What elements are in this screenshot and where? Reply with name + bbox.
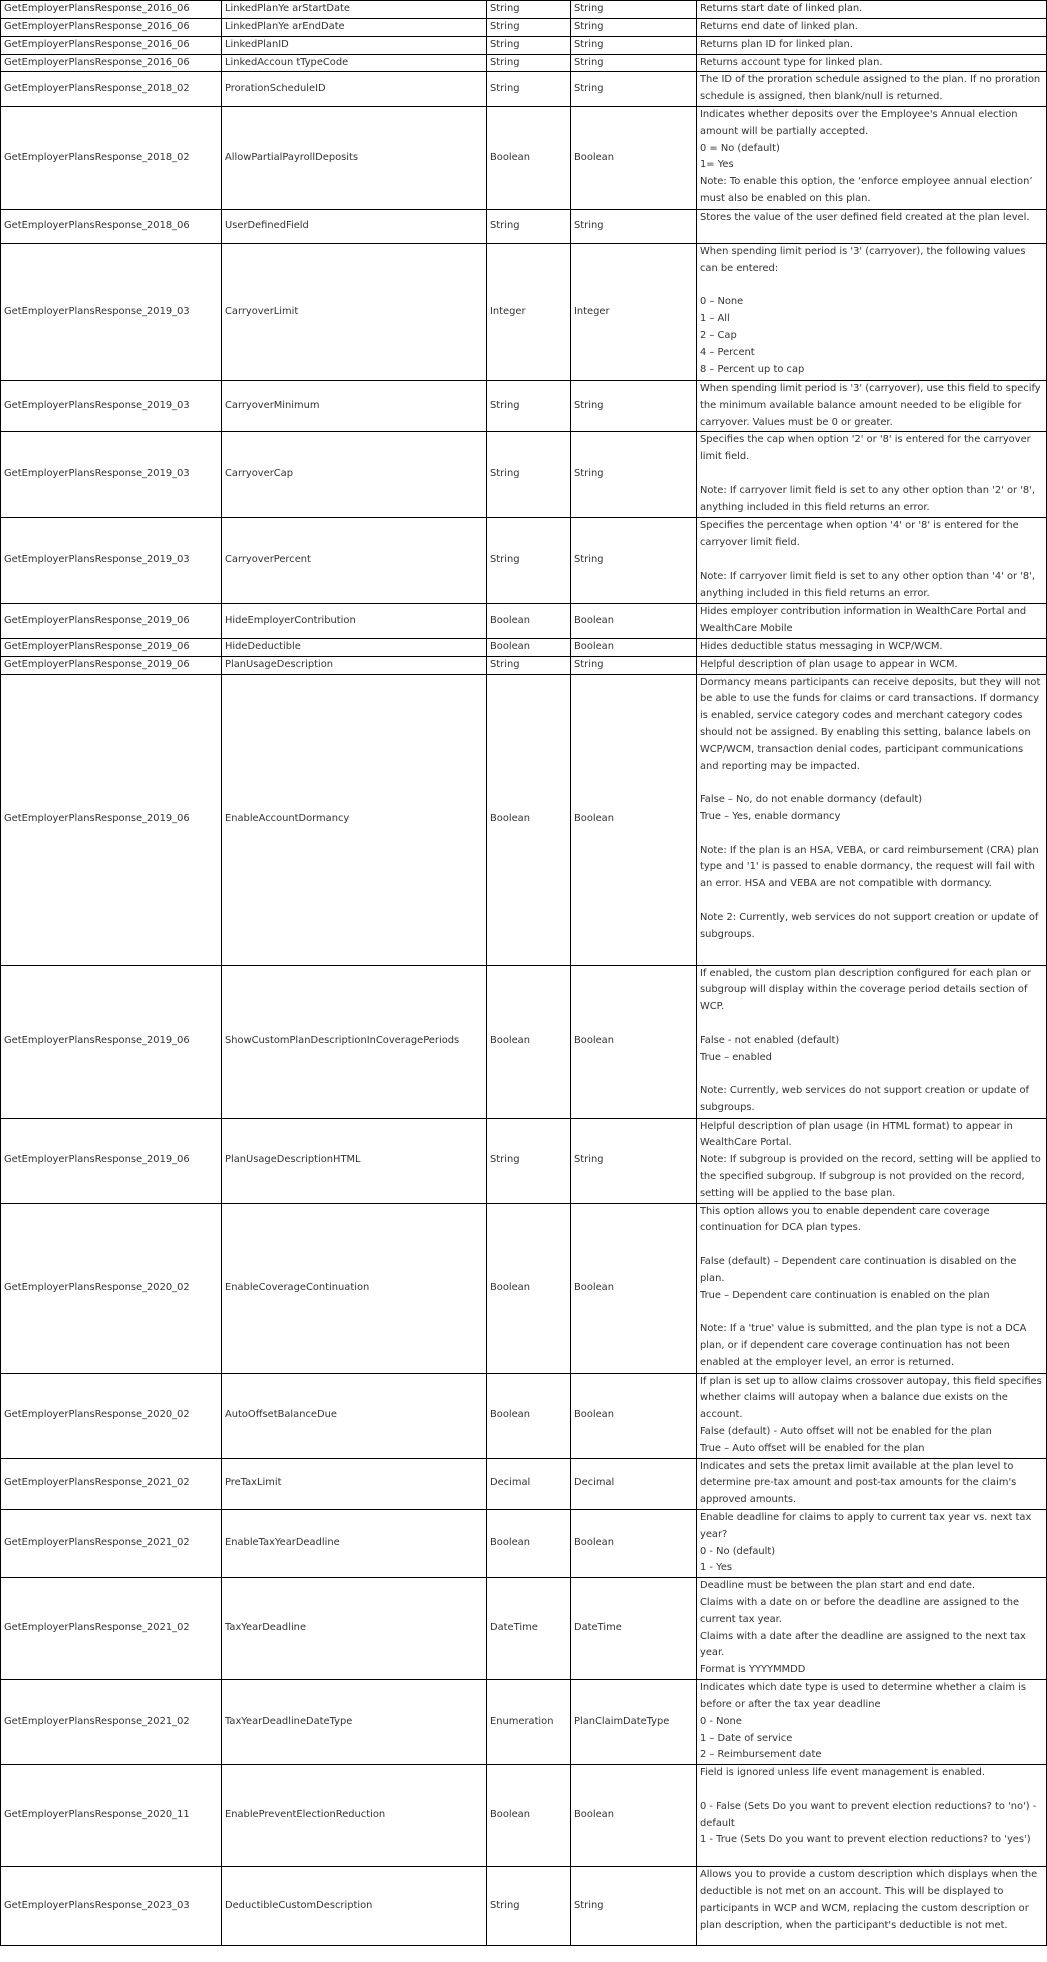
description-cell: If plan is set up to allow claims crossover autopay, this field specifies whether claims will autopay when a balance due exists on the account. False (default) - Auto offset will not be enabled for the plan True – Auto offset will be enabled for the plan xyxy=(697,1373,1047,1458)
field-name-cell: HideDeductible xyxy=(222,638,487,656)
data-type-cell: Decimal xyxy=(571,1458,697,1509)
response-name-cell: GetEmployerPlansResponse_2021_02 xyxy=(1,1509,222,1577)
field-name-cell: EnableTaxYearDeadline xyxy=(222,1509,487,1577)
description-cell: When spending limit period is '3' (carryover), the following values can be entered: 0 – None 1 – All 2 – Cap 4 – Percent 8 – Percent up to cap xyxy=(697,243,1047,380)
table-row xyxy=(1,638,1047,656)
type-cell: Boolean xyxy=(487,1765,571,1867)
data-type-cell: Integer xyxy=(571,243,697,380)
response-name-cell: GetEmployerPlansResponse_2016_06 xyxy=(1,1,222,19)
type-cell: String xyxy=(487,1,571,19)
data-type-cell: String xyxy=(571,432,697,518)
description-cell: Deadline must be between the plan start and end date. Claims with a date on or before the deadline are assigned to the current tax year. Claims with a date after the deadline are assigned to the next tax year. Format is YYYYMMDD xyxy=(697,1578,1047,1680)
description-cell: Field is ignored unless life event management is enabled. 0 - False (Sets Do you want to prevent election reductions? to 'no') - default 1 - True (Sets Do you want to prevent election reductions? to 'yes') xyxy=(697,1765,1047,1867)
type-cell: String xyxy=(487,19,571,37)
field-name-cell: AutoOffsetBalanceDue xyxy=(222,1373,487,1458)
data-type-cell: String xyxy=(571,36,697,54)
description-cell: Returns account type for linked plan. xyxy=(697,54,1047,72)
description-cell: If enabled, the custom plan description configured for each plan or subgroup will display within the coverage period details section of WCP. False - not enabled (default) True – enabled Note: Currently, web services do not support creation or update of subgroups. xyxy=(697,965,1047,1118)
response-name-cell: GetEmployerPlansResponse_2019_06 xyxy=(1,674,222,965)
field-name-cell: ShowCustomPlanDescriptionInCoveragePeriods xyxy=(222,965,487,1118)
field-name-cell: TaxYearDeadline xyxy=(222,1578,487,1680)
description-cell: Returns end date of linked plan. xyxy=(697,19,1047,37)
table-row xyxy=(1,1373,1047,1458)
type-cell: String xyxy=(487,432,571,518)
field-name-cell: CarryoverCap xyxy=(222,432,487,518)
description-cell: Helpful description of plan usage to appear in WCM. xyxy=(697,656,1047,674)
field-name-cell: CarryoverPercent xyxy=(222,518,487,604)
type-cell: Enumeration xyxy=(487,1680,571,1765)
description-cell: Hides employer contribution information in WealthCare Portal and WealthCare Mobile xyxy=(697,604,1047,639)
data-type-cell: Boolean xyxy=(571,1373,697,1458)
response-name-cell: GetEmployerPlansResponse_2023_03 xyxy=(1,1867,222,1946)
response-name-cell: GetEmployerPlansResponse_2019_03 xyxy=(1,518,222,604)
type-cell: Boolean xyxy=(487,965,571,1118)
description-cell: Hides deductible status messaging in WCP/WCM. xyxy=(697,638,1047,656)
type-cell: Boolean xyxy=(487,1509,571,1577)
response-name-cell: GetEmployerPlansResponse_2021_02 xyxy=(1,1680,222,1765)
description-cell: This option allows you to enable dependent care coverage continuation for DCA plan types. False (default) – Dependent care continuation is disabled on the plan. True – Dependent care continuation is enabled on the plan Note: If a 'true' value is submitted, and the plan type is not a DCA plan, or if dependent care coverage continuation has not been enabled at the employer level, an error is returned. xyxy=(697,1203,1047,1373)
description-cell: Indicates whether deposits over the Employee's Annual election amount will be partially accepted. 0 = No (default) 1= Yes Note: To enable this option, the ‘enforce employee annual election’ must also be enabled on this plan. xyxy=(697,106,1047,209)
table-row xyxy=(1,243,1047,380)
type-cell: Boolean xyxy=(487,106,571,209)
field-name-cell: LinkedPlanYe arStartDate xyxy=(222,1,487,19)
response-name-cell: GetEmployerPlansResponse_2021_02 xyxy=(1,1458,222,1509)
field-name-cell: PlanUsageDescription xyxy=(222,656,487,674)
data-type-cell: Boolean xyxy=(571,638,697,656)
type-cell: String xyxy=(487,1867,571,1946)
description-cell: Enable deadline for claims to apply to current tax year vs. next tax year? 0 - No (default) 1 - Yes xyxy=(697,1509,1047,1577)
response-name-cell: GetEmployerPlansResponse_2021_02 xyxy=(1,1578,222,1680)
description-cell: When spending limit period is '3' (carryover), use this field to specify the minimum available balance amount needed to be eligible for carryover. Values must be 0 or greater. xyxy=(697,380,1047,431)
table-row xyxy=(1,1,1047,19)
data-type-cell: String xyxy=(571,1,697,19)
description-cell: Allows you to provide a custom description which displays when the deductible is not met on an account. This will be displayed to participants in WCP and WCM, replacing the custom description or plan description, when the participant's deductible is not met. xyxy=(697,1867,1047,1946)
description-cell: Stores the value of the user defined field created at the plan level. xyxy=(697,209,1047,243)
description-cell: Helpful description of plan usage (in HTML format) to appear in WealthCare Portal. Note: If subgroup is provided on the record, setting will be applied to the specified subgroup. If subgroup is not provided on the record, setting will be applied to the base plan. xyxy=(697,1118,1047,1203)
description-cell: Indicates and sets the pretax limit available at the plan level to determine pre-tax amount and post-tax amounts for the claim's approved amounts. xyxy=(697,1458,1047,1509)
field-name-cell: DeductibleCustomDescription xyxy=(222,1867,487,1946)
table-row xyxy=(1,19,1047,37)
type-cell: Decimal xyxy=(487,1458,571,1509)
response-name-cell: GetEmployerPlansResponse_2019_06 xyxy=(1,656,222,674)
table-row xyxy=(1,1867,1047,1946)
data-type-cell: String xyxy=(571,19,697,37)
table-row xyxy=(1,106,1047,209)
type-cell: Boolean xyxy=(487,674,571,965)
table-row xyxy=(1,1203,1047,1373)
table-row xyxy=(1,518,1047,604)
data-type-cell: String xyxy=(571,72,697,107)
data-type-cell: Boolean xyxy=(571,1509,697,1577)
type-cell: String xyxy=(487,518,571,604)
data-type-cell: String xyxy=(571,209,697,243)
response-name-cell: GetEmployerPlansResponse_2016_06 xyxy=(1,54,222,72)
description-cell: Returns start date of linked plan. xyxy=(697,1,1047,19)
description-cell: Specifies the cap when option '2' or '8' is entered for the carryover limit field. Note: If carryover limit field is set to any other option than '2' or '8', anything included in this field returns an error. xyxy=(697,432,1047,518)
data-type-cell: Boolean xyxy=(571,604,697,639)
response-name-cell: GetEmployerPlansResponse_2019_03 xyxy=(1,432,222,518)
table-row xyxy=(1,54,1047,72)
field-name-cell: PlanUsageDescriptionHTML xyxy=(222,1118,487,1203)
response-name-cell: GetEmployerPlansResponse_2018_02 xyxy=(1,72,222,107)
field-name-cell: LinkedPlanID xyxy=(222,36,487,54)
table-body xyxy=(1,1,1047,1946)
field-name-cell: UserDefinedField xyxy=(222,209,487,243)
response-name-cell: GetEmployerPlansResponse_2016_06 xyxy=(1,19,222,37)
field-name-cell: AllowPartialPayrollDeposits xyxy=(222,106,487,209)
response-name-cell: GetEmployerPlansResponse_2019_06 xyxy=(1,965,222,1118)
type-cell: String xyxy=(487,209,571,243)
table-row xyxy=(1,1509,1047,1577)
field-name-cell: EnablePreventElectionReduction xyxy=(222,1765,487,1867)
field-name-cell: CarryoverLimit xyxy=(222,243,487,380)
table-row xyxy=(1,1578,1047,1680)
type-cell: String xyxy=(487,54,571,72)
table-row xyxy=(1,674,1047,965)
description-cell: Indicates which date type is used to determine whether a claim is before or after the tax year deadline 0 - None 1 – Date of service 2 – Reimbursement date xyxy=(697,1680,1047,1765)
data-type-cell: Boolean xyxy=(571,1765,697,1867)
field-name-cell: ProrationScheduleID xyxy=(222,72,487,107)
response-name-cell: GetEmployerPlansResponse_2018_02 xyxy=(1,106,222,209)
response-name-cell: GetEmployerPlansResponse_2019_06 xyxy=(1,1118,222,1203)
field-name-cell: HideEmployerContribution xyxy=(222,604,487,639)
response-name-cell: GetEmployerPlansResponse_2019_03 xyxy=(1,243,222,380)
type-cell: Boolean xyxy=(487,1373,571,1458)
field-name-cell: EnableAccountDormancy xyxy=(222,674,487,965)
type-cell: String xyxy=(487,1118,571,1203)
response-name-cell: GetEmployerPlansResponse_2019_06 xyxy=(1,604,222,639)
table-row xyxy=(1,209,1047,243)
response-name-cell: GetEmployerPlansResponse_2020_02 xyxy=(1,1203,222,1373)
data-type-cell: Boolean xyxy=(571,674,697,965)
data-type-cell: Boolean xyxy=(571,965,697,1118)
table-row xyxy=(1,432,1047,518)
table-row xyxy=(1,965,1047,1118)
table-row xyxy=(1,1118,1047,1203)
response-name-cell: GetEmployerPlansResponse_2020_11 xyxy=(1,1765,222,1867)
type-cell: DateTime xyxy=(487,1578,571,1680)
data-type-cell: Boolean xyxy=(571,106,697,209)
field-name-cell: LinkedPlanYe arEndDate xyxy=(222,19,487,37)
data-type-cell: String xyxy=(571,518,697,604)
table-row xyxy=(1,656,1047,674)
data-type-cell: String xyxy=(571,1118,697,1203)
type-cell: Integer xyxy=(487,243,571,380)
description-cell: Dormancy means participants can receive deposits, but they will not be able to use the funds for claims or card transactions. If dormancy is enabled, service category codes and merchant category codes should not be assigned. By enabling this setting, balance labels on WCP/WCM, transaction denial codes, participant communications and reporting may be impacted. False – No, do not enable dormancy (default) True – Yes, enable dormancy Note: If the plan is an HSA, VEBA, or card reimbursement (CRA) plan type and '1' is passed to enable dormancy, the request will fail with an error. HSA and VEBA are not compatible with dormancy. Note 2: Currently, web services do not support creation or update of subgroups. xyxy=(697,674,1047,965)
table-row xyxy=(1,36,1047,54)
response-name-cell: GetEmployerPlansResponse_2020_02 xyxy=(1,1373,222,1458)
response-name-cell: GetEmployerPlansResponse_2018_06 xyxy=(1,209,222,243)
field-name-cell: PreTaxLimit xyxy=(222,1458,487,1509)
data-type-cell: DateTime xyxy=(571,1578,697,1680)
data-type-cell: Boolean xyxy=(571,1203,697,1373)
field-name-cell: CarryoverMinimum xyxy=(222,380,487,431)
field-name-cell: TaxYearDeadlineDateType xyxy=(222,1680,487,1765)
data-type-cell: String xyxy=(571,656,697,674)
field-name-cell: LinkedAccoun tTypeCode xyxy=(222,54,487,72)
response-name-cell: GetEmployerPlansResponse_2019_03 xyxy=(1,380,222,431)
type-cell: Boolean xyxy=(487,638,571,656)
table-row xyxy=(1,604,1047,639)
table-row xyxy=(1,1680,1047,1765)
description-cell: Specifies the percentage when option '4' or '8' is entered for the carryover limit field. Note: If carryover limit field is set to any other option than '4' or '8', anything included in this field returns an error. xyxy=(697,518,1047,604)
data-type-cell: PlanClaimDateType xyxy=(571,1680,697,1765)
type-cell: String xyxy=(487,72,571,107)
description-cell: The ID of the proration schedule assigned to the plan. If no proration schedule is assigned, then blank/null is returned. xyxy=(697,72,1047,107)
data-type-cell: String xyxy=(571,380,697,431)
type-cell: Boolean xyxy=(487,604,571,639)
description-cell: Returns plan ID for linked plan. xyxy=(697,36,1047,54)
table-row xyxy=(1,1458,1047,1509)
type-cell: String xyxy=(487,36,571,54)
table-row xyxy=(1,380,1047,431)
data-type-cell: String xyxy=(571,54,697,72)
table-row xyxy=(1,1765,1047,1867)
type-cell: Boolean xyxy=(487,1203,571,1373)
type-cell: String xyxy=(487,656,571,674)
type-cell: String xyxy=(487,380,571,431)
field-name-cell: EnableCoverageContinuation xyxy=(222,1203,487,1373)
response-name-cell: GetEmployerPlansResponse_2019_06 xyxy=(1,638,222,656)
data-type-cell: String xyxy=(571,1867,697,1946)
response-name-cell: GetEmployerPlansResponse_2016_06 xyxy=(1,36,222,54)
table-row xyxy=(1,72,1047,107)
